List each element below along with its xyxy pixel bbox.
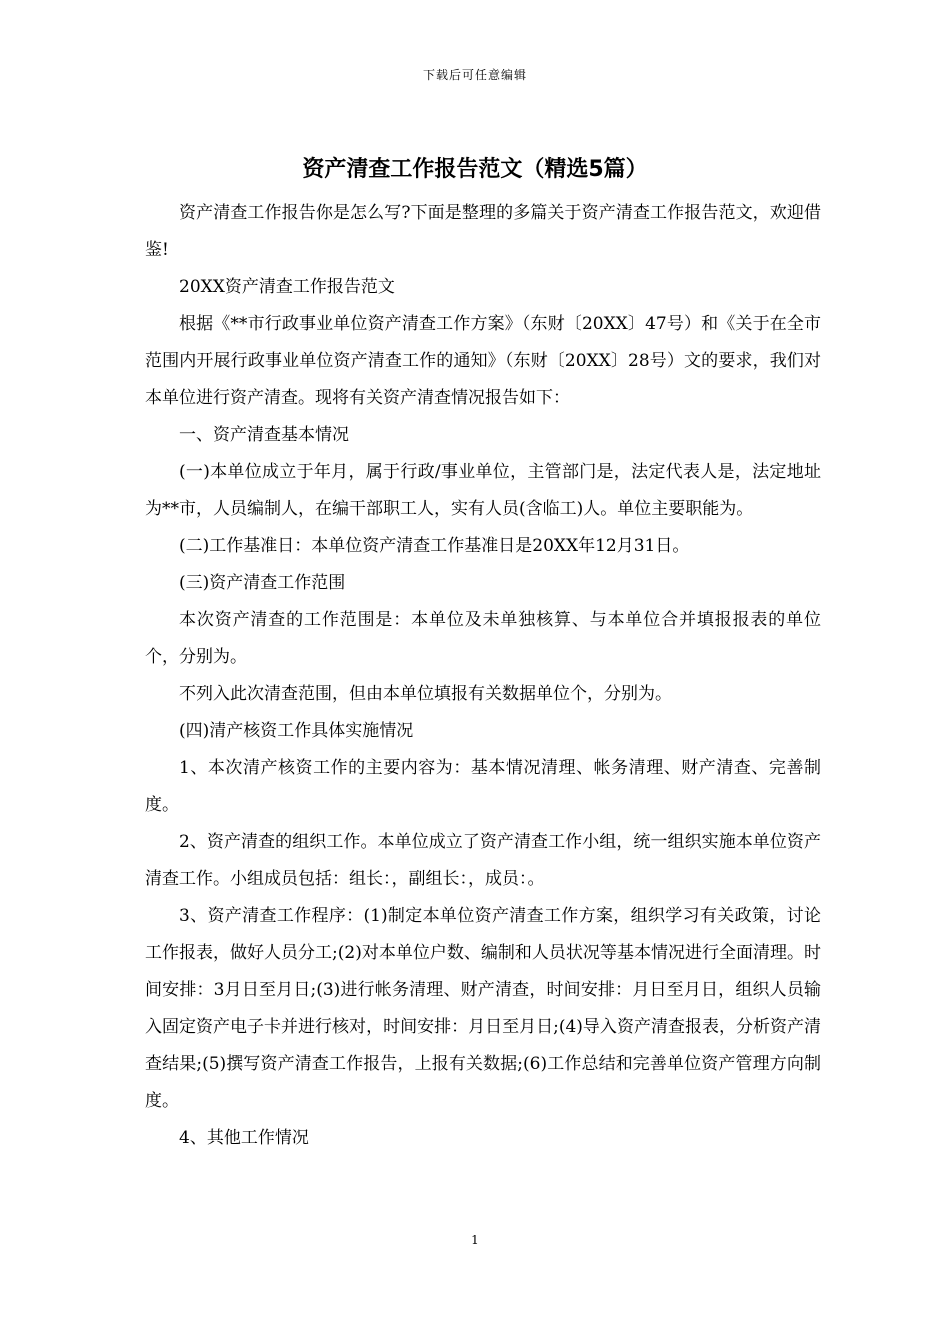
paragraph-item-1: 1、本次清产核资工作的主要内容为：基本情况清理、帐务清理、财产清查、完善制度。 (145, 758, 821, 815)
document-title: 资产清查工作报告范文（精选5篇） (302, 157, 648, 182)
page-number: 1 (471, 1233, 479, 1247)
page-header-note: 下载后可任意编辑 (422, 68, 527, 82)
paragraph-basis: 根据《**市行政事业单位资产清查工作方案》（东财〔20XX〕47号）和《关于在全市范围内开展行政事业单位资产清查工作的通知》（东财〔20XX〕28号）文的要求，我们对本单位进行资产清查。现将有关资产清查情况报告如下： (145, 314, 821, 408)
paragraph-base-date: (二)工作基准日：本单位资产清查工作基准日是20XX年12月31日。 (179, 536, 690, 556)
paragraph-subtitle: 20XX资产清查工作报告范文 (179, 277, 395, 297)
paragraph-item-3: 3、资产清查工作程序：(1)制定本单位资产清查工作方案，组织学习有关政策，讨论工作报表，做好人员分工;(2)对本单位户数、编制和人员状况等基本情况进行全面清理。时间安排：3月日至月日;(3)进行帐务清理、财产清查，时间安排：月日至月日，组织人员输入固定资产电子卡并进行核对，时间安排：月日至月日;(4)导入资产清查报表，分析资产清查结果;(5)撰写资产清查工作报告，上报有关数据;(6)工作总结和完善单位资产管理方向制度。 (145, 906, 821, 1111)
paragraph-implementation-heading: (四)清产核资工作具体实施情况 (179, 721, 414, 741)
document-body (145, 195, 821, 1157)
paragraph-intro: 资产清查工作报告你是怎么写?下面是整理的多篇关于资产清查工作报告范文，欢迎借鉴! (145, 203, 821, 260)
paragraph-item-2: 2、资产清查的组织工作。本单位成立了资产清查工作小组，统一组织实施本单位资产清查工作。小组成员包括：组长：，副组长：，成员：。 (145, 832, 821, 889)
paragraph-item-4: 4、其他工作情况 (179, 1128, 309, 1148)
paragraph-scope-heading: (三)资产清查工作范围 (179, 573, 346, 593)
section-heading-1: 一、资产清查基本情况 (179, 425, 349, 445)
paragraph-excluded: 不列入此次清查范围，但由本单位填报有关数据单位个，分别为。 (179, 684, 672, 704)
paragraph-scope: 本次资产清查的工作范围是：本单位及未单独核算、与本单位合并填报报表的单位个，分别为。 (145, 610, 821, 667)
paragraph-unit-info: (一)本单位成立于年月，属于行政/事业单位，主管部门是，法定代表人是，法定地址为**市，人员编制人，在编干部职工人，实有人员(含临工)人。单位主要职能为。 (145, 462, 821, 519)
